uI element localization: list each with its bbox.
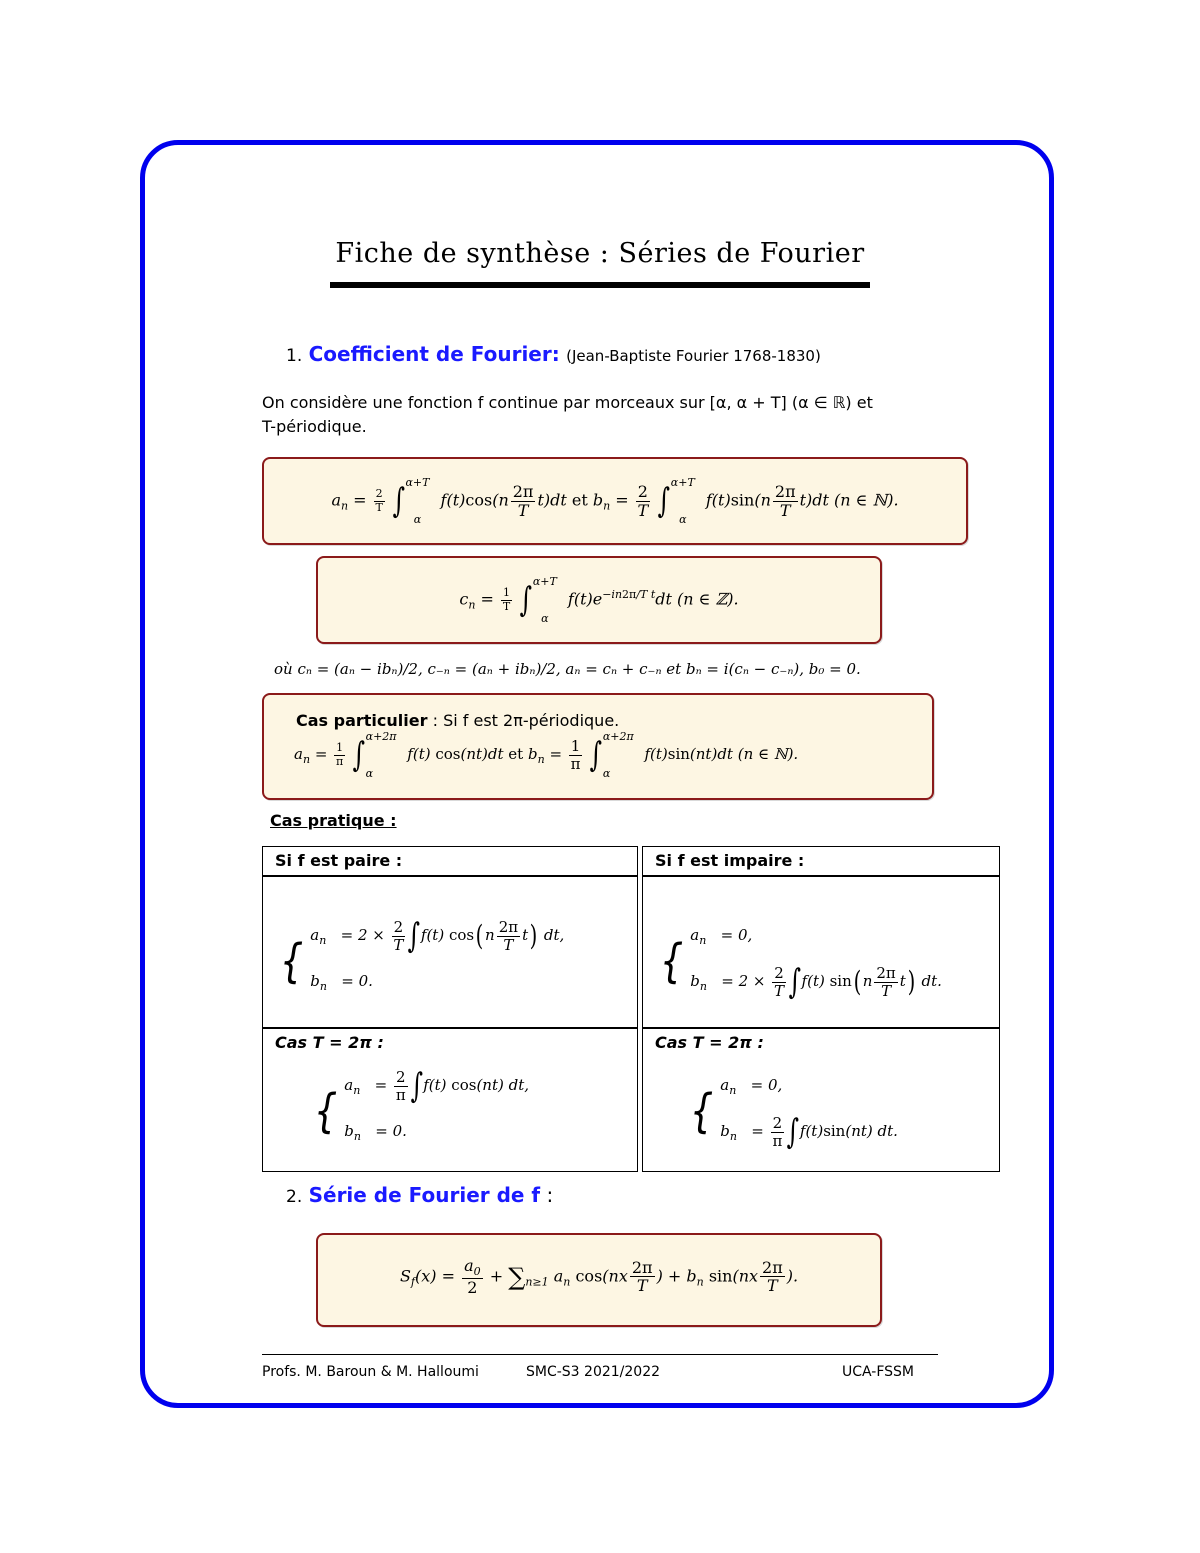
coefficients-ab-formula: $a_n$ = $\frac{2}{T}$ ∫ α+T α f(t)cos(n $\frac{2\pi}{T}$ t)dt et $b_n$ = $\frac{2}{T}$ ∫ α+T α f(t)sin(n $\frac{2\pi}{T}$ t)dt (n ∈ ℕ). [331,476,899,526]
section-1-title: Coefficient de Fourier: [308,342,560,366]
footer-course: SMC-S3 2021/2022 [526,1364,661,1380]
particular-case-text: : Si f est 2π-périodique. [432,711,620,730]
section-1-note: (Jean-Baptiste Fourier 1768-1830) [566,347,821,365]
particular-case-label: Cas particulier [296,711,428,730]
coefficient-relations: où cₙ = (aₙ − ibₙ)/2, c₋ₙ = (aₙ + ibₙ)/2, aₙ = cₙ + c₋ₙ et bₙ = i(cₙ − c₋ₙ), b₀ = 0. [274,660,861,678]
footer-authors: Profs. M. Baroun & M. Halloumi [262,1364,479,1380]
section-1-heading [286,342,821,366]
section-2-number: 2. [286,1187,303,1207]
even-header-cell [262,846,638,876]
coefficients-ab-box [262,457,968,545]
odd-header-cell [642,846,1000,876]
particular-case-box [262,693,934,800]
odd-general-formula: {$a_n = 0$, $b_n = 2$ × $\frac{2}{T}$ ∫f(t) sin( n $\frac{2\pi}{T}$ t) dt. [659,926,942,1002]
practice-table [262,846,1000,1172]
domain-n-natural: (n ∈ ℕ). [834,490,899,510]
even-general-formula: {$a_n = 2$ × $\frac{2}{T}$ ∫f(t) cos( n $\frac{2\pi}{T}$ t) dt, $b_n = 0$. [279,916,565,993]
odd-2pi-cell [642,1028,1000,1172]
domain-n-integer: (n ∈ ℤ). [677,589,739,609]
section-2-colon: : [546,1183,554,1207]
fourier-series-box [316,1233,882,1327]
odd-2pi-label: Cas T = 2π : [655,1033,764,1052]
section-2-title: Série de Fourier de f [308,1183,541,1207]
coefficient-c-formula: $c_n$ = $\frac{1}{T}$ ∫ α+T α $f(t)e^{-in2\pi/T t}dt$ (n ∈ ℤ). [459,575,739,625]
footer-rule [262,1354,938,1355]
section-1-number: 1. [286,346,303,366]
even-header: Si f est paire : [275,851,403,870]
even-2pi-cell [262,1028,638,1172]
footer-institution: UCA-FSSM [842,1364,915,1380]
section-2-heading [286,1183,553,1207]
title-underline [330,282,870,288]
particular-domain: (n ∈ ℕ). [737,745,799,763]
odd-header: Si f est impaire : [655,851,805,870]
even-general-cell [262,876,638,1028]
coefficient-c-box [316,556,882,644]
even-2pi-label: Cas T = 2π : [275,1033,384,1052]
intro-line-2: T-périodique. [262,417,367,436]
page-title: Fiche de synthèse : Séries de Fourier [335,238,865,269]
and-word: et [571,490,588,510]
intro-line-1: On considère une fonction f continue par morceaux sur [α, α + T] (α ∈ ℝ) et [262,393,873,412]
odd-2pi-formula: {$a_n = 0$, $b_n$ = $\frac{2}{\pi}$ ∫f(t)sin(nt) dt. [689,1076,898,1152]
particular-case-line [296,711,619,730]
fourier-series-formula: $S_f(x)$ = $\frac{a_0}{2}$ + $\sum_{n\ge 1}$ $a_n$ cos(nx $\frac{2\pi}{T}$ ) + $b_n$ sin(nx $\frac{2\pi}{T}$ ). [399,1256,799,1298]
practice-label: Cas pratique : [270,811,397,830]
even-2pi-formula: {$a_n$ = $\frac{2}{\pi}$ ∫f(t) cos(nt) dt, $b_n = 0$. [313,1066,529,1143]
particular-case-formula: $a_n$ = $\frac{1}{\pi}$ ∫ α+2π α f(t) cos(nt)dt et $b_n$ = $\frac{1}{\pi}$ ∫ α+2π α f(t)sin(nt)dt (n ∈ ℕ). [294,730,799,780]
odd-general-cell [642,876,1000,1028]
